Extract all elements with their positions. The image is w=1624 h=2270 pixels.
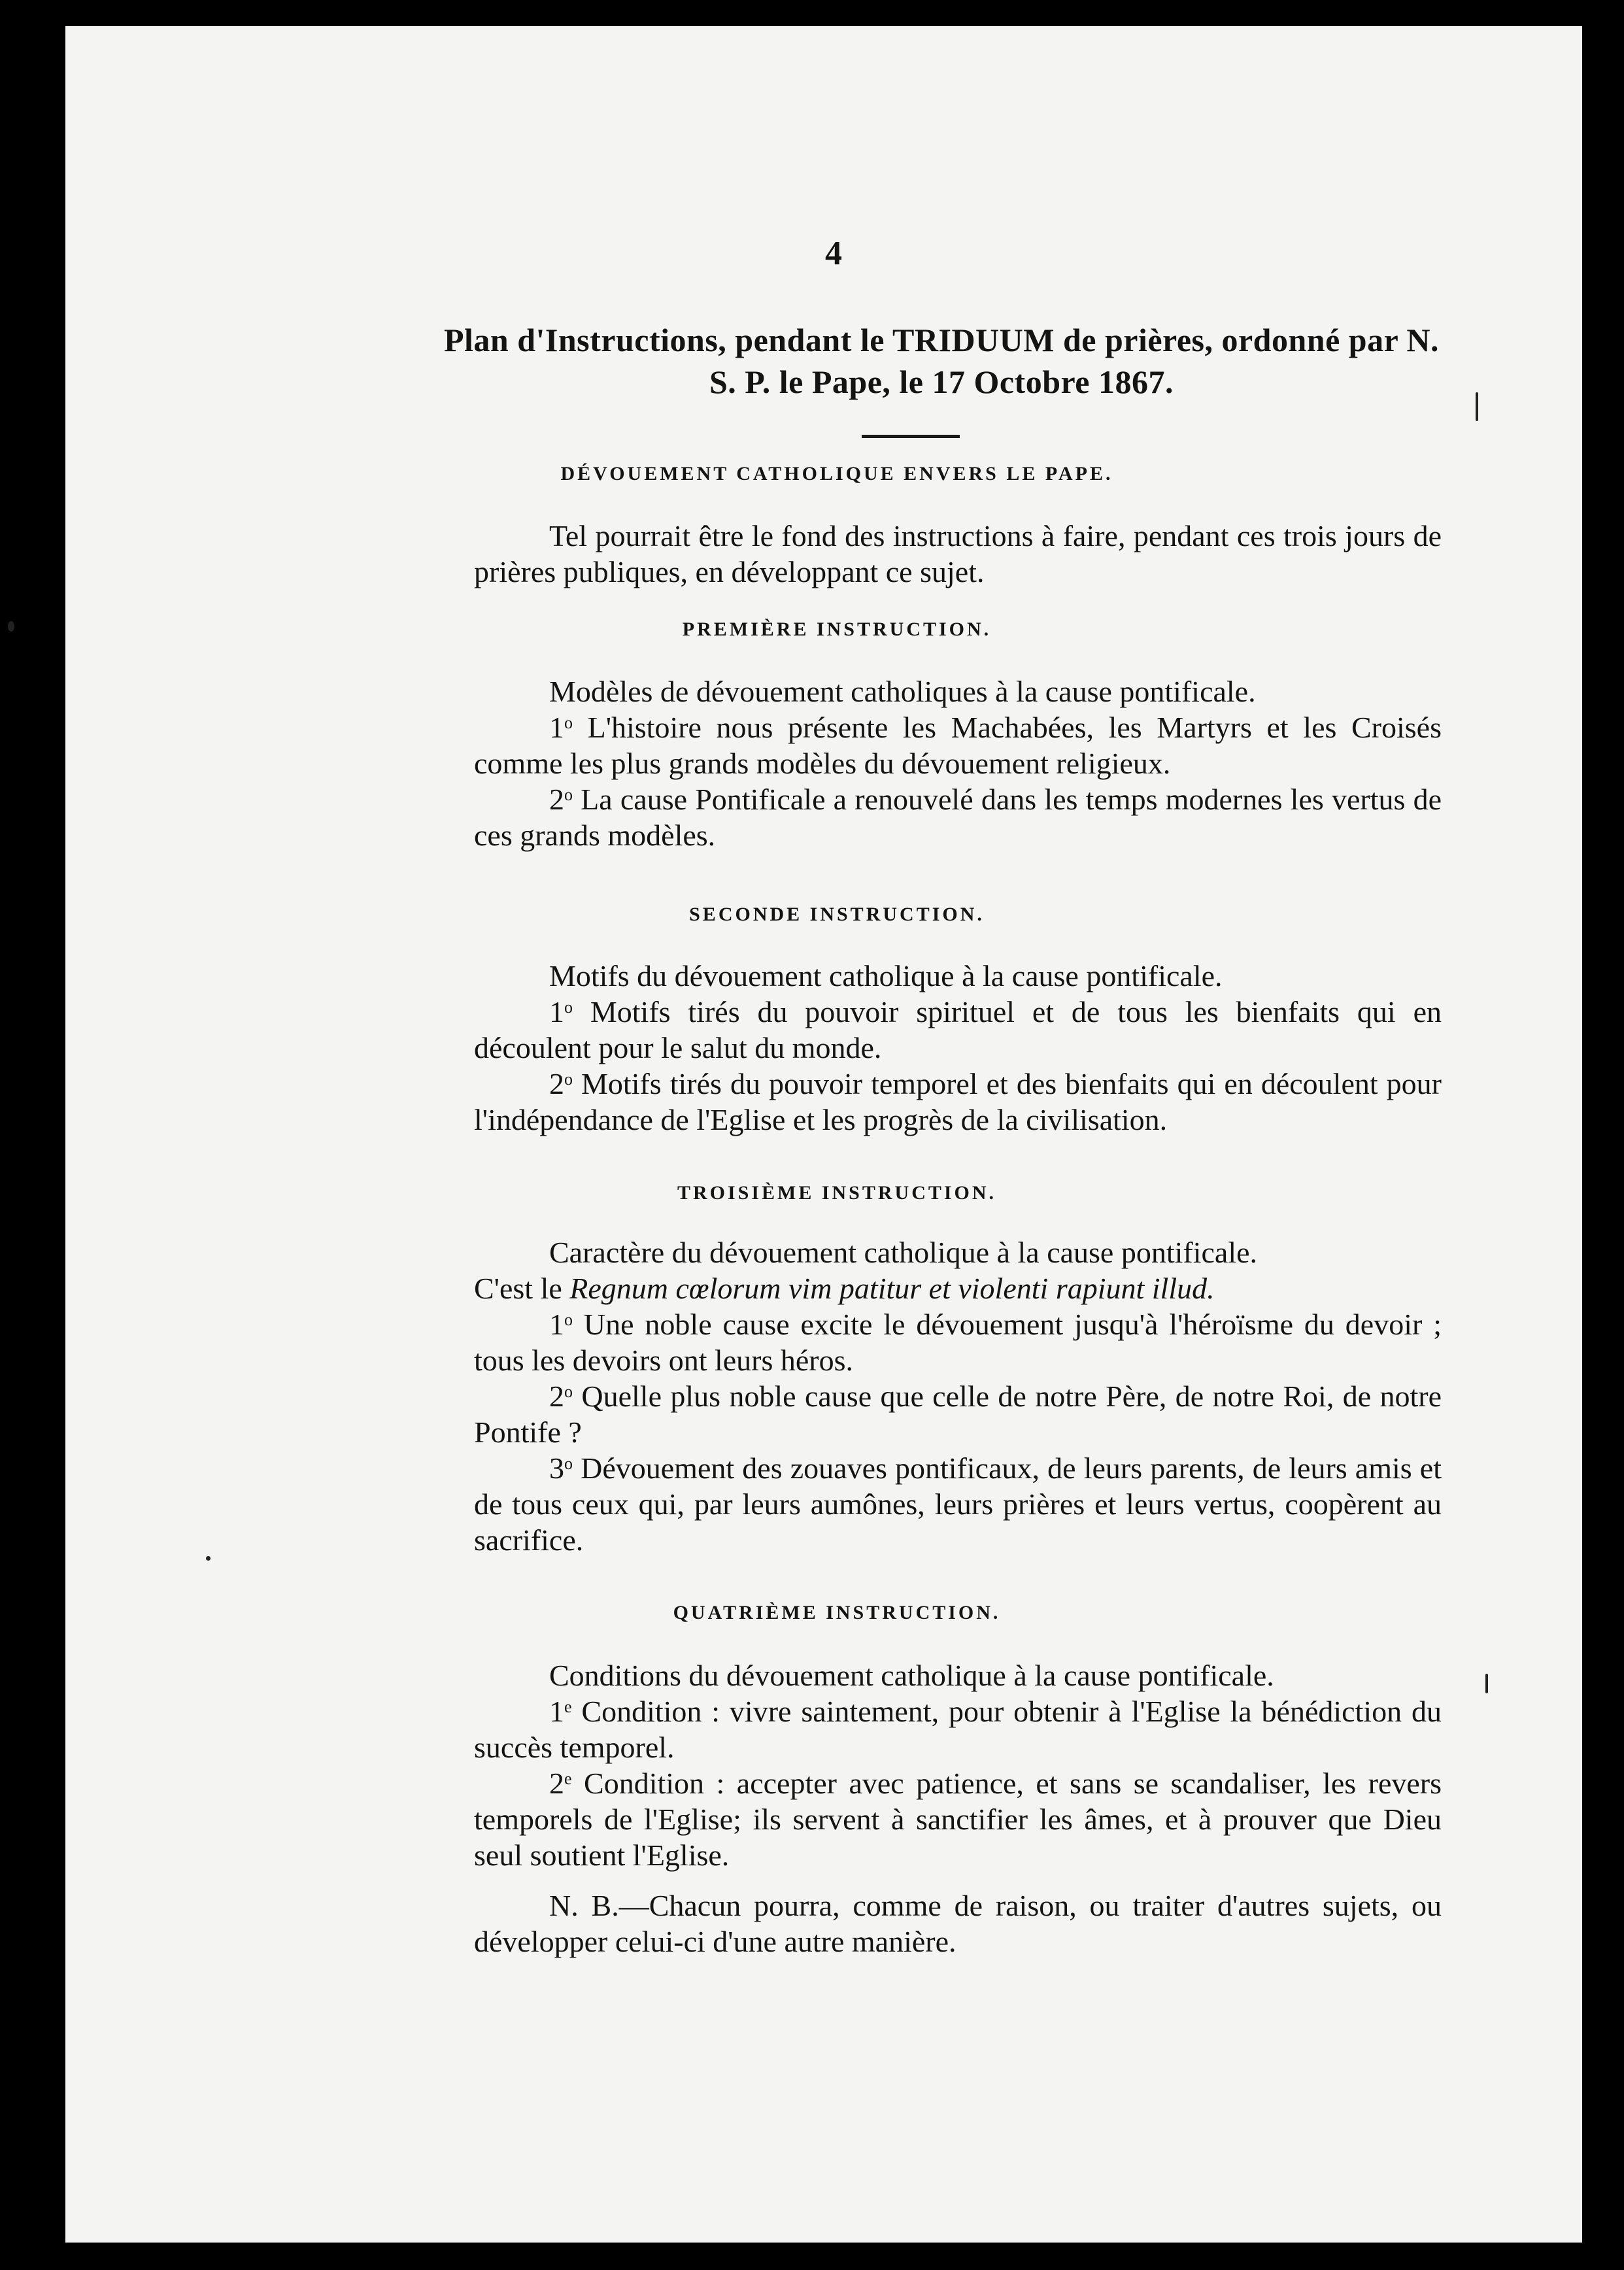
section-1-point-1: 1$^o$ L'histoire nous présente les Machabées, les Martyrs et les Croisés comme les plus grands modèles du dévouement religieux.: [474, 711, 1442, 780]
section-1-body: [474, 673, 1442, 853]
section-2-body: [474, 958, 1442, 1138]
section-4-point-1: 1e Condition : vivre saintement, pour obtenir à l'Eglise la bénédiction du succès temporel.: [474, 1695, 1442, 1764]
section-4-body: [474, 1657, 1442, 1959]
section-1-lead: Modèles de dévouement catholiques à la cause pontificale.: [549, 675, 1256, 708]
scan-speck: [1476, 392, 1478, 421]
section-1-point-2: 2$^o$ La cause Pontificale a renouvelé dans les temps modernes les vertus de ces grands modèles.: [474, 783, 1442, 852]
section-2-lead: Motifs du dévouement catholique à la cause pontificale.: [549, 959, 1223, 992]
section-2-point-1: 1$^o$ Motifs tirés du pouvoir spirituel et de tous les bienfaits qui en découlent pour le salut du monde.: [474, 995, 1442, 1064]
section-3-point-3: 3$^o$ Dévouement des zouaves pontificaux, de leurs parents, de leurs amis et de tous ceux qui, par leurs aumônes, leurs prières et leurs vertus, coopèrent au sacrifice.: [474, 1451, 1442, 1557]
section-heading-4: QUATRIÈME INSTRUCTION.: [673, 1602, 1001, 1623]
scan-speck: [8, 621, 14, 632]
document-page: [65, 26, 1582, 2243]
closing-note: N. B.—Chacun pourra, comme de raison, ou traiter d'autres sujets, ou développer celui-ci d'une autre manière.: [474, 1889, 1442, 1958]
scan-speck: [206, 1556, 211, 1561]
intro-paragraph: [474, 518, 1442, 590]
section-3-point-1: 1$^o$ Une noble cause excite le dévouement jusqu'à l'héroïsme du devoir ; tous les devoirs ont leurs héros.: [474, 1308, 1442, 1377]
subject-heading: DÉVOUEMENT CATHOLIQUE ENVERS LE PAPE.: [560, 463, 1113, 484]
title-divider: [862, 435, 960, 438]
section-3-body: [474, 1234, 1442, 1558]
section-heading-3: TROISIÈME INSTRUCTION.: [677, 1182, 997, 1204]
section-2-point-2: 2$^o$ Motifs tirés du pouvoir temporel et des bienfaits qui en découlent pour l'indépendance de l'Eglise et les progrès de la civilisation.: [474, 1067, 1442, 1136]
intro-text: Tel pourrait être le fond des instructions à faire, pendant ces trois jours de prières publiques, en développant ce sujet.: [474, 519, 1442, 588]
page-number: 4: [825, 235, 842, 272]
section-3-lead: Caractère du dévouement catholique à la cause pontificale.: [549, 1236, 1258, 1269]
document-title: Plan d'Instructions, pendant le TRIDUUM de prières, ordonné par N. S. P. le Pape, le 17 Octobre 1867.: [443, 322, 1440, 400]
section-3-point-2: 2$^o$ Quelle plus noble cause que celle de notre Père, de notre Roi, de notre Pontife ?: [474, 1380, 1442, 1449]
section-3-quote: C'est le Regnum cœlorum vim patitur et violenti rapiunt illud.: [474, 1272, 1215, 1305]
section-heading-2: SECONDE INSTRUCTION.: [689, 904, 985, 925]
scan-speck: [1485, 1674, 1488, 1693]
section-4-point-2: 2e Condition : accepter avec patience, et sans se scandaliser, les revers temporels de l'Eglise; ils servent à sanctifier les âmes, et à prouver que Dieu seul soutient l'Eglise.: [474, 1767, 1442, 1872]
section-4-lead: Conditions du dévouement catholique à la cause pontificale.: [549, 1659, 1274, 1692]
section-heading-1: PREMIÈRE INSTRUCTION.: [682, 618, 992, 640]
